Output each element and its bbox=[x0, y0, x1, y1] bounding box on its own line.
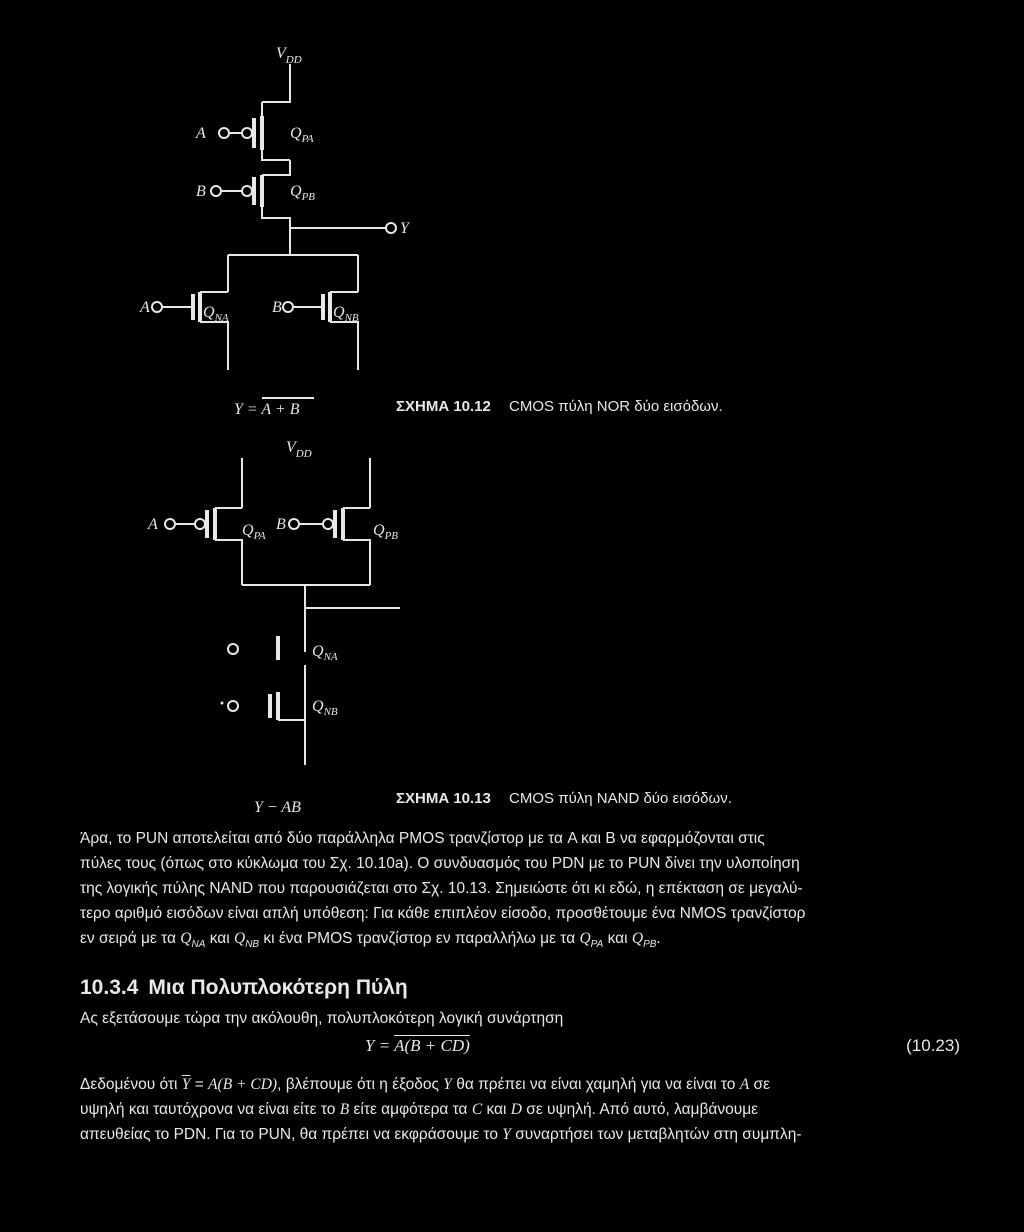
nand-qna-label: $Q_{NA}$ bbox=[312, 643, 338, 663]
nand-pun-join bbox=[242, 585, 370, 640]
nor-transistor-qpb bbox=[211, 175, 290, 228]
section-heading bbox=[80, 976, 408, 1000]
paragraph-pdn-derivation bbox=[80, 1072, 960, 1147]
nand-input-b: B bbox=[276, 516, 286, 533]
nand-transistor-qpa bbox=[165, 508, 242, 585]
nand-vdd-label: $V_{DD}$ bbox=[286, 439, 312, 460]
nand-qpb-label: $Q_{PB}$ bbox=[373, 522, 399, 542]
nand-qnb-label: $Q_{NB}$ bbox=[312, 698, 338, 718]
nor-pdn-wires bbox=[228, 228, 358, 292]
paragraph3-line2: υψηλή και ταυτόχρονα να είναι είτε το B είτε αμφότερα τα C και D σε υψηλή. Από αυτό, λαμβάνουμε bbox=[80, 1101, 759, 1118]
nor-qna-label: $Q_{NA}$ bbox=[203, 304, 229, 324]
figure-10-12-caption bbox=[396, 398, 723, 415]
figure-10-13-label: ΣΧΗΜΑ 10.13 bbox=[396, 790, 491, 807]
paragraph1-line1: Άρα, το PUN αποτελείται από δύο παράλληλα PMOS τρανζίστορ με τα A και B να εφαρμόζονται στις bbox=[80, 830, 765, 847]
figure-10-12-text: CMOS πύλη NOR δύο εισόδων. bbox=[509, 398, 723, 415]
figure-10-12-label: ΣΧΗΜΑ 10.12 bbox=[396, 398, 491, 415]
nor-transistor-qna bbox=[152, 292, 228, 370]
paragraph1-line5: εν σειρά με τα $Q_{NA}$ και $Q_{NB}$ κι ένα PMOS τρανζίστορ εν παραλλήλω με τα $Q_{PA}$ και $Q_{PB}$. bbox=[80, 930, 661, 951]
paragraph3-line3: απευθείας το PDN. Για το PUN, θα πρέπει να εκφράσουμε το Y συναρτήσει των μεταβλητών στη συμπλη- bbox=[80, 1126, 802, 1143]
nand-transistor-qnb bbox=[221, 665, 306, 765]
nor-input-b-top: B bbox=[196, 183, 206, 200]
equation-number: (10.23) bbox=[906, 1036, 960, 1055]
section-title: Μια Πολυπλοκότερη Πύλη bbox=[148, 976, 408, 999]
figure-10-13-text: CMOS πύλη NAND δύο εισόδων. bbox=[509, 790, 732, 807]
nor-output-terminal bbox=[386, 223, 396, 233]
paragraph1-line4: τερο αριθμό εισόδων είναι απλή υπόθεση: Για κάθε επιπλέον είσοδο, προσθέτουμε ένα NMOS τρανζίστορ bbox=[80, 905, 806, 922]
paragraph3-line1: Δεδομένου ότι $\overline{Y} = A(B + CD)$, βλέπουμε ότι η έξοδος Y θα πρέπει να είναι χαμηλή για να είναι το A σε bbox=[80, 1076, 771, 1093]
nor-transistor-qpa bbox=[219, 102, 290, 160]
nand-transistor-qpb bbox=[289, 508, 370, 585]
nand-expression: Y − AB bbox=[254, 799, 301, 816]
nor-input-a-top: A bbox=[196, 125, 206, 142]
nor-vdd-wire bbox=[262, 64, 290, 102]
nor-input-a-bottom: A bbox=[140, 299, 150, 316]
nand-transistor-qna bbox=[228, 636, 305, 660]
nor-qpb-label: $Q_{PB}$ bbox=[290, 183, 316, 203]
nor-qpa-label: $Q_{PA}$ bbox=[290, 125, 314, 145]
paragraph1-line2: πύλες τους (όπως στο κύκλωμα του Σχ. 10.10a). Ο συνδυασμός του PDN με το PUN δίνει την υλοποίηση bbox=[80, 855, 800, 872]
paragraph-pun-description bbox=[80, 826, 960, 957]
paragraph1-line3: της λογικής πύλης NAND που παρουσιάζεται στο Σχ. 10.13. Σημειώστε ότι κι εδώ, η επέκταση σε μεγαλύ- bbox=[80, 880, 803, 897]
section-number: 10.3.4 bbox=[80, 976, 139, 999]
nor-gate-diagram bbox=[139, 45, 411, 418]
nand-vdd-wires bbox=[242, 458, 370, 508]
nor-transistor-qnb bbox=[283, 292, 358, 370]
paragraph2-text: Ας εξετάσουμε τώρα την ακόλουθη, πολυπλοκότερη λογική συνάρτηση bbox=[80, 1010, 564, 1027]
nor-expression: Y = A + B bbox=[234, 401, 300, 418]
nand-qpa-label: $Q_{PA}$ bbox=[242, 522, 266, 542]
nor-qnb-label: $Q_{NB}$ bbox=[333, 304, 359, 324]
nor-input-b-bottom: B bbox=[272, 299, 282, 316]
nor-vdd-label: $V_{DD}$ bbox=[276, 45, 302, 66]
figure-10-13-caption bbox=[396, 790, 732, 807]
nand-input-a: A bbox=[148, 516, 158, 533]
equation-formula: Y = A(B + CD) bbox=[365, 1036, 470, 1055]
paragraph-intro bbox=[80, 1006, 960, 1031]
nand-gate-diagram bbox=[147, 439, 400, 816]
nor-output-label: Y bbox=[400, 220, 409, 237]
